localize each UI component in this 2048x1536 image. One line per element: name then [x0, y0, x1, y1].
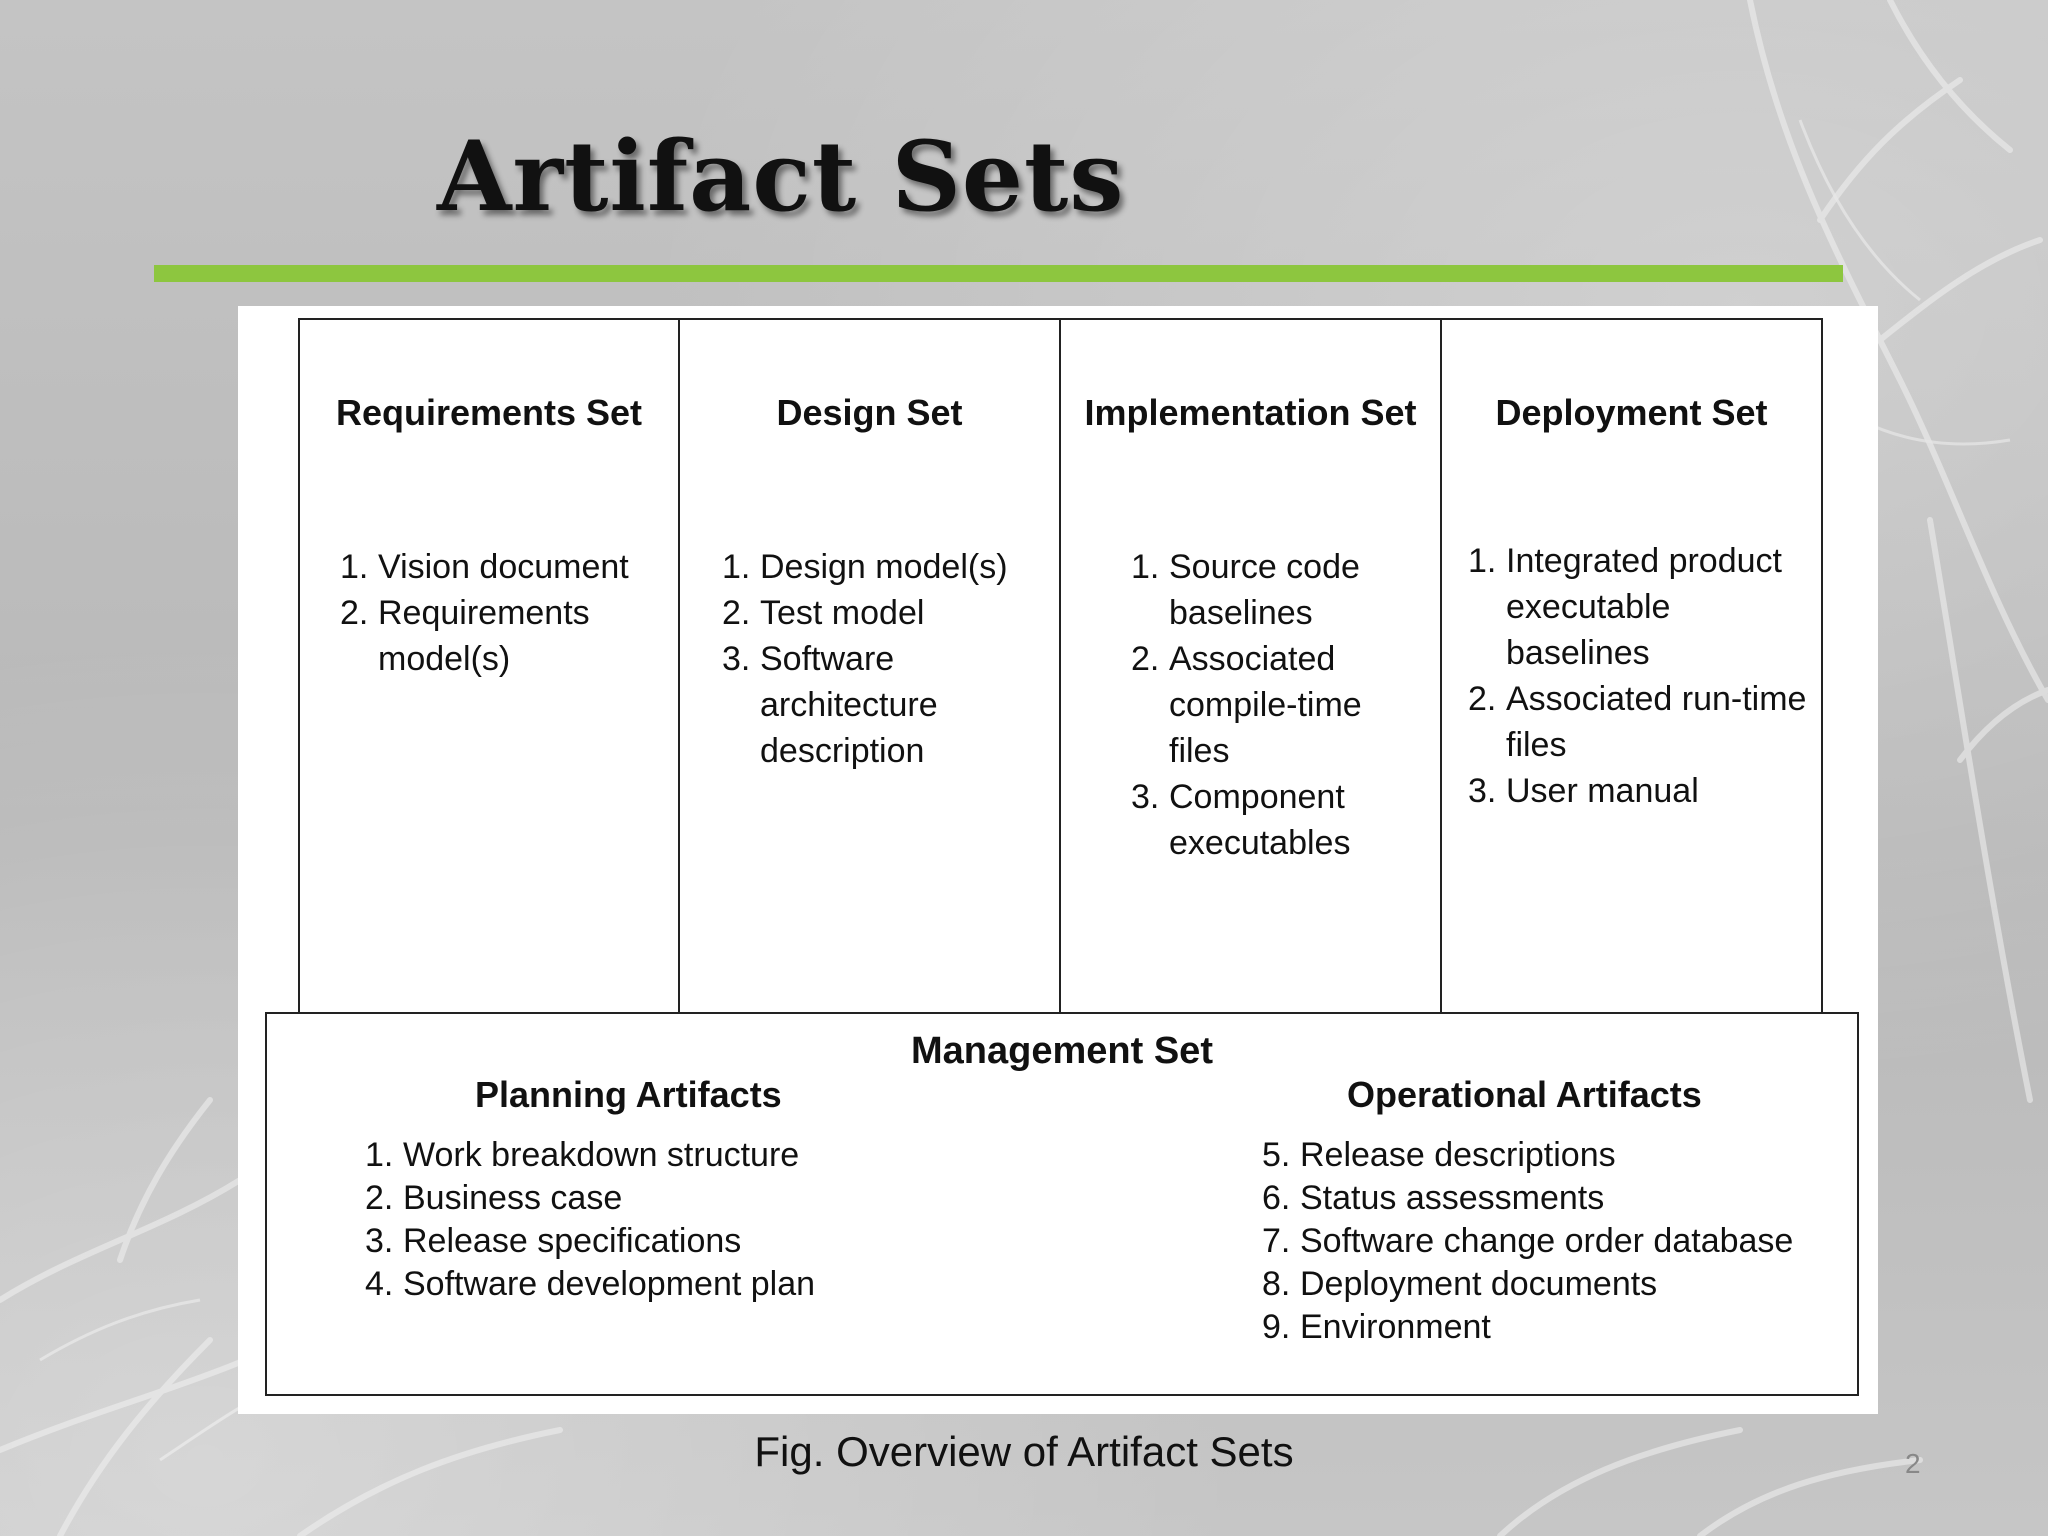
requirements-set-title: Requirements Set: [335, 392, 643, 433]
list-item: [1262, 1306, 1793, 1349]
artifact-sets-figure: [238, 306, 1878, 1414]
list-item-number: 3.: [1468, 772, 1497, 810]
list-item: [365, 1134, 815, 1177]
list-item: [1262, 1134, 1793, 1177]
list-item-number: 2.: [340, 594, 369, 632]
list-item-text: Software architecture description: [760, 640, 938, 770]
list-item: [1131, 774, 1391, 866]
list-item-text: Business case: [403, 1179, 623, 1217]
figure-caption: Fig. Overview of Artifact Sets: [754, 1428, 1294, 1475]
deployment-set-list: [1468, 538, 1808, 814]
list-item-text: User manual: [1506, 772, 1699, 810]
deployment-set-title: Deployment Set: [1495, 392, 1768, 433]
list-item-number: 1.: [722, 548, 751, 586]
list-item-text: Test model: [760, 594, 925, 632]
list-item-text: Integrated product executable baselines: [1506, 542, 1782, 672]
requirements-set-list: [340, 544, 660, 682]
requirements-set-box: [298, 318, 680, 1023]
list-item-number: 1.: [1468, 542, 1497, 580]
implementation-set-title: Implementation Set: [1084, 392, 1417, 433]
list-item-text: Software change order database: [1300, 1222, 1794, 1260]
design-set-title: Design Set: [776, 392, 963, 433]
list-item-number: 2.: [1131, 640, 1160, 678]
list-item: [1468, 676, 1808, 768]
list-item-text: Environment: [1300, 1308, 1491, 1346]
list-item: [340, 590, 660, 682]
list-item: [722, 544, 1022, 590]
management-set-title: Management Set: [911, 1030, 1213, 1072]
deployment-set-box: [1440, 318, 1823, 1023]
list-item-text: Design model(s): [760, 548, 1008, 586]
planning-artifacts-list: [365, 1134, 815, 1306]
title-underline-bar: [154, 265, 1843, 282]
list-item: [365, 1263, 815, 1306]
list-item-text: Work breakdown structure: [403, 1136, 800, 1174]
list-item-text: Release specifications: [403, 1222, 742, 1260]
list-item-text: Vision document: [378, 548, 629, 586]
list-item-number: 6.: [1262, 1179, 1291, 1217]
implementation-set-box: [1059, 318, 1442, 1023]
list-item-text: Component executables: [1169, 778, 1351, 862]
implementation-set-list: [1131, 544, 1391, 866]
list-item-text: Deployment documents: [1300, 1265, 1658, 1303]
list-item: [1262, 1263, 1793, 1306]
list-item: [722, 590, 1022, 636]
list-item-number: 5.: [1262, 1136, 1291, 1174]
list-item-number: 1.: [1131, 548, 1160, 586]
list-item-number: 8.: [1262, 1265, 1291, 1303]
list-item-number: 3.: [722, 640, 751, 678]
list-item-number: 1.: [340, 548, 369, 586]
list-item-number: 3.: [365, 1222, 394, 1260]
list-item-text: Source code baselines: [1169, 548, 1360, 632]
list-item-text: Associated run-time files: [1506, 680, 1807, 764]
list-item-number: 2.: [365, 1179, 394, 1217]
list-item: [1468, 768, 1808, 814]
list-item-text: Status assessments: [1300, 1179, 1605, 1217]
list-item: [365, 1177, 815, 1220]
list-item-number: 7.: [1262, 1222, 1291, 1260]
list-item-text: Associated compile-time files: [1169, 640, 1362, 770]
list-item: [722, 636, 1022, 774]
list-item: [1468, 538, 1808, 676]
list-item-text: Software development plan: [403, 1265, 816, 1303]
list-item: [365, 1220, 815, 1263]
list-item: [1131, 636, 1391, 774]
slide-number: 2: [1905, 1448, 1921, 1479]
list-item-number: 3.: [1131, 778, 1160, 816]
list-item-number: 2.: [722, 594, 751, 632]
operational-artifacts-list: [1262, 1134, 1793, 1349]
list-item: [340, 544, 660, 590]
list-item: [1131, 544, 1391, 636]
list-item-number: 2.: [1468, 680, 1497, 718]
design-set-box: [678, 318, 1061, 1023]
management-set-box: [265, 1012, 1859, 1396]
planning-artifacts-title: Planning Artifacts: [475, 1074, 782, 1115]
slide-title: Artifact Sets: [437, 120, 1125, 233]
list-item: [1262, 1177, 1793, 1220]
design-set-list: [722, 544, 1022, 774]
list-item-text: Release descriptions: [1300, 1136, 1616, 1174]
list-item-number: 4.: [365, 1265, 394, 1303]
list-item-number: 9.: [1262, 1308, 1291, 1346]
operational-artifacts-title: Operational Artifacts: [1347, 1074, 1702, 1115]
list-item-number: 1.: [365, 1136, 394, 1174]
list-item-text: Requirements model(s): [378, 594, 590, 678]
list-item: [1262, 1220, 1793, 1263]
